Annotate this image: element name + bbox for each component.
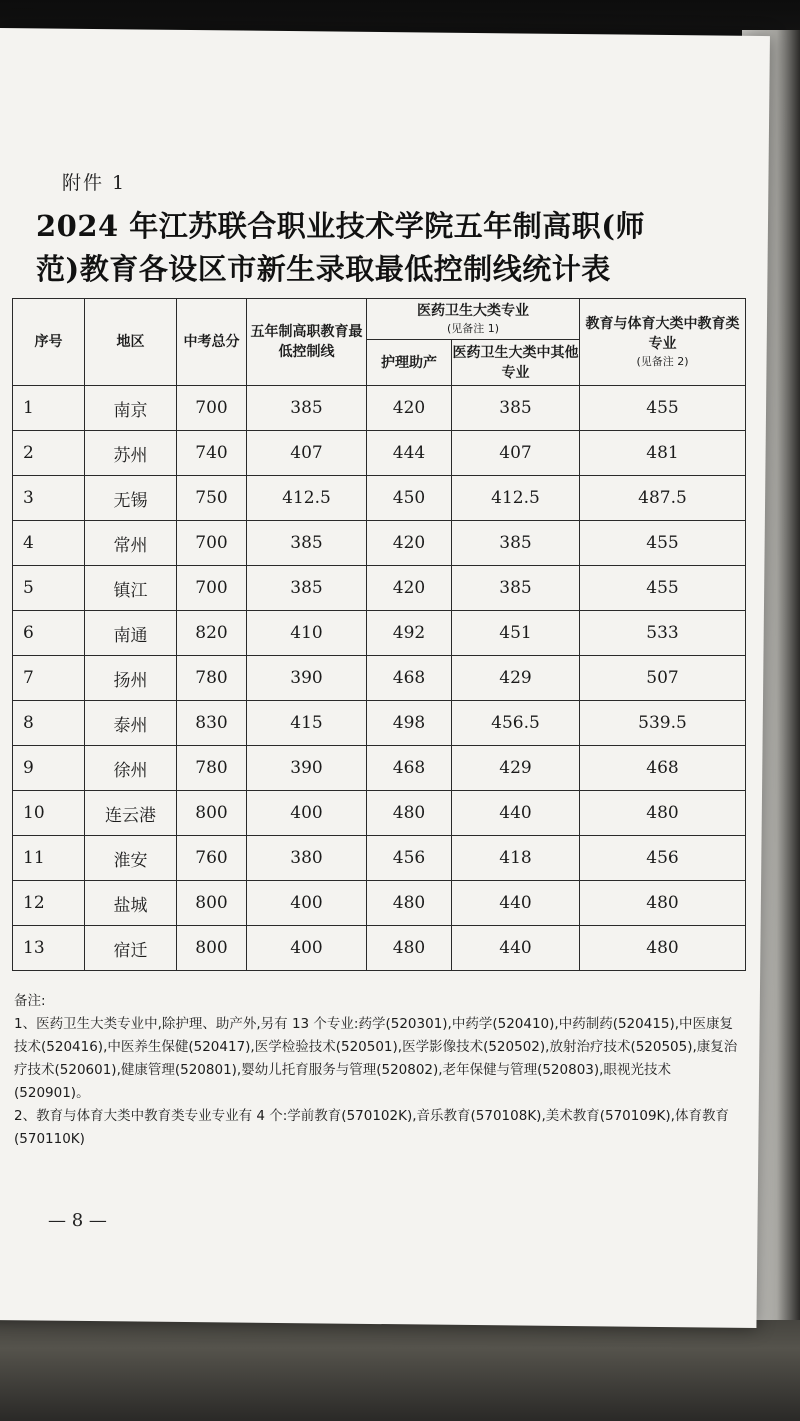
cell-edu: 481 [580, 431, 746, 476]
cell-medical-other: 418 [452, 836, 580, 881]
cell-nursing: 480 [367, 881, 452, 926]
cell-medical-other: 385 [452, 566, 580, 611]
cell-seq: 4 [13, 521, 85, 566]
note-1: 1、医药卫生大类专业中,除护理、助产外,另有 13 个专业:药学(520301),中药学(520410),中药制药(520415),中医康复技术(520416),中医养生保健(520417),医学检验技术(520501),医学影像技术(520502),放射治疗技术(520505),康复治疗技术(520601),健康管理(520801),婴幼儿托育服务与管理(520802),老年保健与管理(520803),眼视光技术(520901)。 [14, 1016, 738, 1101]
cell-region: 淮安 [85, 836, 177, 881]
cell-seq: 13 [13, 926, 85, 971]
cell-region: 徐州 [85, 746, 177, 791]
cell-seq: 11 [13, 836, 85, 881]
cell-five-year: 400 [247, 926, 367, 971]
cell-total: 780 [177, 656, 247, 701]
cell-nursing: 492 [367, 611, 452, 656]
cell-total: 760 [177, 836, 247, 881]
header-seq: 序号 [13, 299, 85, 386]
table-body [13, 386, 746, 971]
cell-five-year: 400 [247, 791, 367, 836]
cell-five-year: 400 [247, 881, 367, 926]
cell-seq: 12 [13, 881, 85, 926]
cell-region: 南通 [85, 611, 177, 656]
cell-edu: 533 [580, 611, 746, 656]
cell-seq: 7 [13, 656, 85, 701]
annex-label: 附件 1 [62, 172, 127, 194]
cell-five-year: 380 [247, 836, 367, 881]
cell-five-year: 385 [247, 566, 367, 611]
cell-total: 800 [177, 881, 247, 926]
cell-total: 830 [177, 701, 247, 746]
cell-five-year: 390 [247, 656, 367, 701]
note-2: 2、教育与体育大类中教育类专业专业有 4 个:学前教育(570102K),音乐教育(570108K),美术教育(570109K),体育教育(570110K) [14, 1108, 729, 1147]
cell-total: 700 [177, 521, 247, 566]
cell-region: 南京 [85, 386, 177, 431]
cell-five-year: 390 [247, 746, 367, 791]
medical-group-label: 医药卫生大类专业 [417, 303, 529, 320]
cell-medical-other: 440 [452, 881, 580, 926]
cell-nursing: 420 [367, 566, 452, 611]
header-region: 地区 [85, 299, 177, 386]
cell-seq: 6 [13, 611, 85, 656]
cell-seq: 10 [13, 791, 85, 836]
table-row [13, 926, 746, 971]
cell-edu: 456 [580, 836, 746, 881]
page-number: — 8 — [48, 1210, 107, 1231]
table-row [13, 521, 746, 566]
cell-region: 宿迁 [85, 926, 177, 971]
medical-group-note: (见备注 1) [446, 322, 500, 336]
cell-five-year: 410 [247, 611, 367, 656]
education-group-note: (见备注 2) [636, 355, 689, 368]
cell-region: 扬州 [85, 656, 177, 701]
cell-total: 700 [177, 566, 247, 611]
cell-medical-other: 407 [452, 431, 580, 476]
header-nursing: 护理助产 [367, 340, 452, 386]
cell-five-year: 385 [247, 521, 367, 566]
header-education-group [580, 299, 746, 386]
cell-medical-other: 451 [452, 611, 580, 656]
cell-region: 常州 [85, 521, 177, 566]
cell-five-year: 385 [247, 386, 367, 431]
cell-nursing: 456 [367, 836, 452, 881]
cell-nursing: 480 [367, 791, 452, 836]
header-medical-other: 医药卫生大类中其他专业 [452, 340, 580, 386]
cell-edu: 507 [580, 656, 746, 701]
cell-edu: 480 [580, 926, 746, 971]
cell-region: 泰州 [85, 701, 177, 746]
cell-medical-other: 429 [452, 746, 580, 791]
cell-seq: 1 [13, 386, 85, 431]
cell-five-year: 412.5 [247, 476, 367, 521]
cell-five-year: 407 [247, 431, 367, 476]
table-row [13, 836, 746, 881]
cell-medical-other: 385 [452, 386, 580, 431]
table-row [13, 476, 746, 521]
cell-seq: 9 [13, 746, 85, 791]
document-title [36, 205, 726, 291]
cell-total: 820 [177, 611, 247, 656]
header-total-score: 中考总分 [177, 299, 247, 386]
table-row [13, 701, 746, 746]
cell-medical-other: 412.5 [452, 476, 580, 521]
cell-total: 800 [177, 791, 247, 836]
cell-total: 750 [177, 476, 247, 521]
notes-section [14, 990, 738, 1151]
cell-nursing: 450 [367, 476, 452, 521]
header-medical-group [367, 299, 580, 340]
cell-region: 无锡 [85, 476, 177, 521]
cell-nursing: 420 [367, 521, 452, 566]
cell-total: 800 [177, 926, 247, 971]
cell-nursing: 480 [367, 926, 452, 971]
cell-seq: 8 [13, 701, 85, 746]
cell-edu: 480 [580, 791, 746, 836]
table-row [13, 431, 746, 476]
cell-region: 镇江 [85, 566, 177, 611]
cell-medical-other: 385 [452, 521, 580, 566]
table-row [13, 881, 746, 926]
table-row [13, 566, 746, 611]
cell-seq: 2 [13, 431, 85, 476]
cell-nursing: 468 [367, 656, 452, 701]
cell-medical-other: 440 [452, 791, 580, 836]
cell-five-year: 415 [247, 701, 367, 746]
cell-region: 连云港 [85, 791, 177, 836]
education-group-label: 教育与体育大类中教育类专业 [585, 316, 740, 352]
cell-medical-other: 440 [452, 926, 580, 971]
table-row [13, 791, 746, 836]
cell-nursing: 420 [367, 386, 452, 431]
title-line-1: 2024 年江苏联合职业技术学院五年制高职(师 [36, 209, 646, 243]
title-line-2: 范)教育各设区市新生录取最低控制线统计表 [36, 252, 611, 286]
cell-total: 700 [177, 386, 247, 431]
cell-medical-other: 429 [452, 656, 580, 701]
cell-edu: 468 [580, 746, 746, 791]
cell-nursing: 468 [367, 746, 452, 791]
cell-medical-other: 456.5 [452, 701, 580, 746]
notes-heading: 备注: [14, 993, 46, 1009]
cell-nursing: 444 [367, 431, 452, 476]
cell-seq: 5 [13, 566, 85, 611]
cell-seq: 3 [13, 476, 85, 521]
cell-total: 740 [177, 431, 247, 476]
cell-total: 780 [177, 746, 247, 791]
cell-edu: 455 [580, 566, 746, 611]
table-row [13, 656, 746, 701]
cell-region: 苏州 [85, 431, 177, 476]
cell-edu: 539.5 [580, 701, 746, 746]
cell-edu: 455 [580, 521, 746, 566]
table-row [13, 386, 746, 431]
cell-region: 盐城 [85, 881, 177, 926]
score-table [12, 298, 746, 971]
cell-edu: 480 [580, 881, 746, 926]
table-row [13, 611, 746, 656]
header-five-year-line: 五年制高职教育最低控制线 [247, 299, 367, 386]
cell-nursing: 498 [367, 701, 452, 746]
cell-edu: 455 [580, 386, 746, 431]
table-row [13, 746, 746, 791]
cell-edu: 487.5 [580, 476, 746, 521]
